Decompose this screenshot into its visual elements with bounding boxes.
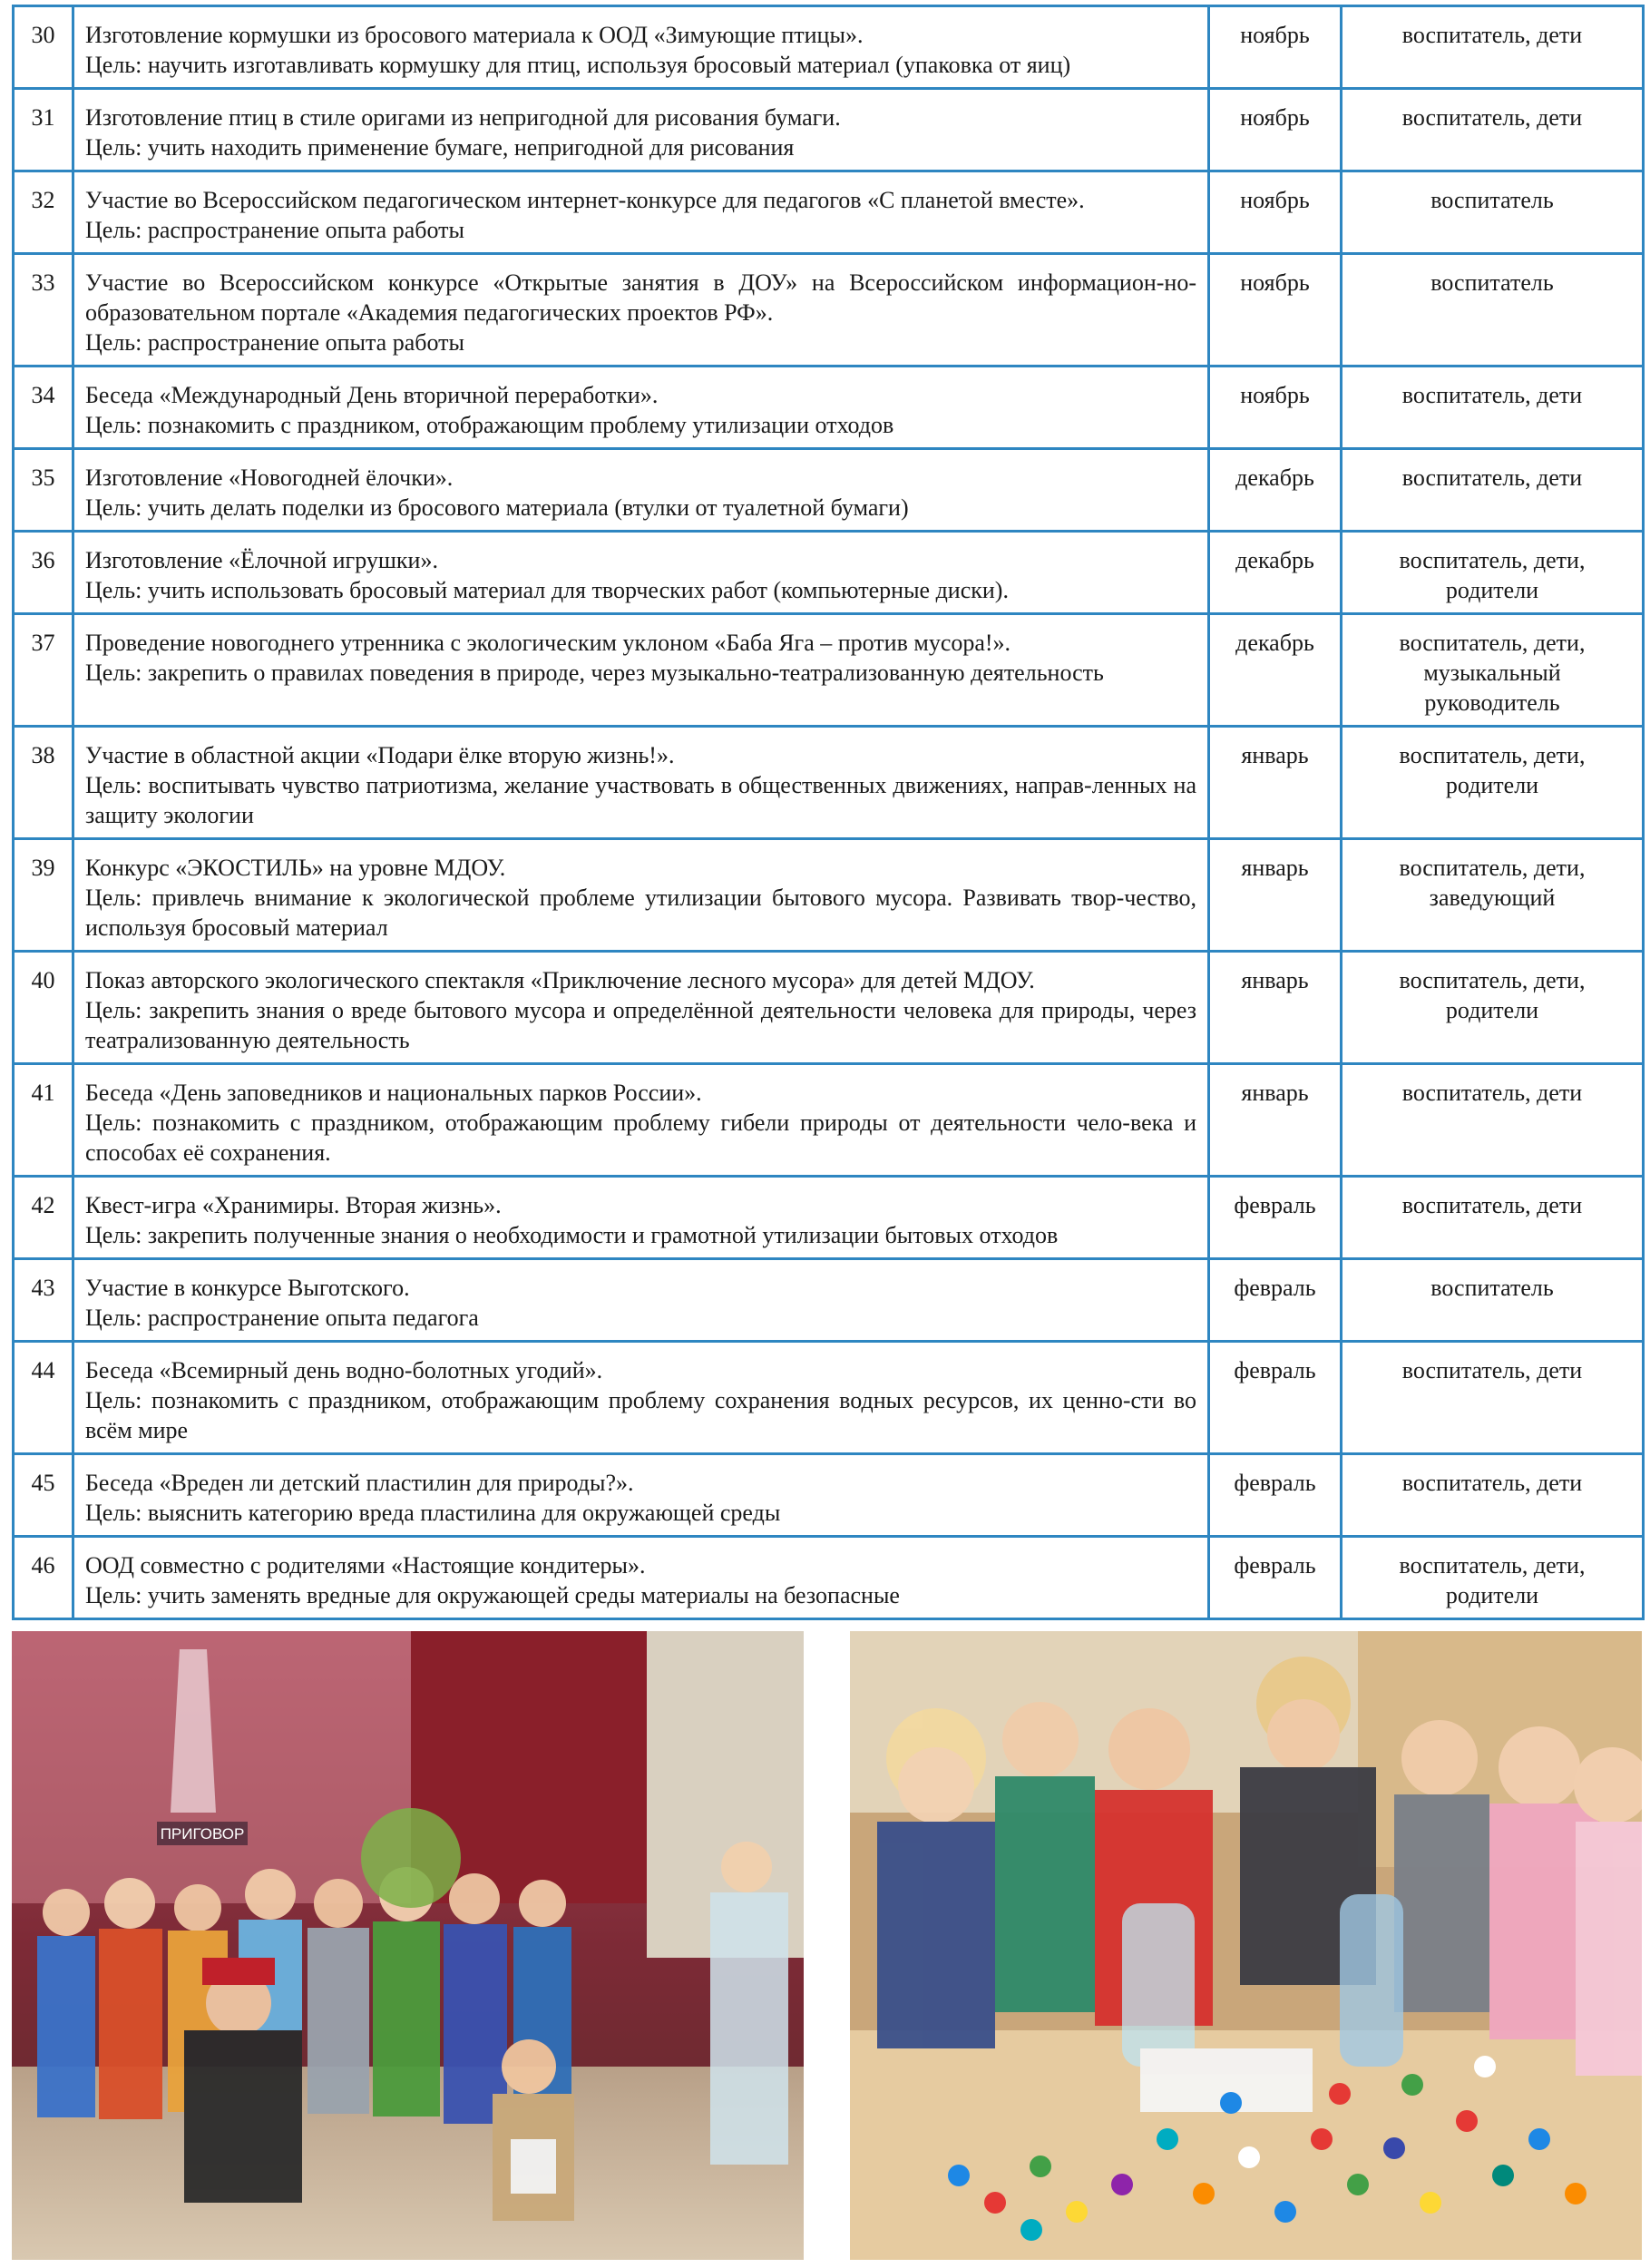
activity-goal: Цель: познакомить с праздником, отображающим проблему гибели природы от деятельности чело-века и способах её сохранения.: [85, 1110, 1196, 1166]
table-row: [14, 367, 1644, 449]
activity-participants: воспитатель, дети: [1342, 6, 1644, 89]
activity-title: Беседа «Всемирный день водно-болотных угодий».: [85, 1357, 603, 1383]
row-number: 32: [14, 171, 73, 254]
table-row: [14, 1342, 1644, 1454]
activity-participants: воспитатель, дети, родители: [1342, 952, 1644, 1064]
activity-participants: воспитатель: [1342, 171, 1644, 254]
activity-description: [73, 171, 1209, 254]
table-row: [14, 839, 1644, 952]
activity-goal: Цель: закрепить о правилах поведения в природе, через музыкально-театрализованную деятельность: [85, 660, 1104, 686]
activity-title: Беседа «Вреден ли детский пластилин для природы?».: [85, 1470, 634, 1496]
activity-title: Участие в областной акции «Подари ёлке вторую жизнь!».: [85, 742, 675, 768]
activity-title: Участие в конкурсе Выготского.: [85, 1275, 410, 1301]
activity-goal: Цель: закрепить знания о вреде бытового мусора и определённой деятельности человека для природы, через театрализованную деятельность: [85, 997, 1196, 1053]
activity-title: Конкурс «ЭКОСТИЛЬ» на уровне МДОУ.: [85, 855, 506, 881]
activity-goal: Цель: научить изготавливать кормушку для птиц, используя бросовый материал (упаковка от яиц): [85, 52, 1071, 78]
activity-participants: воспитатель, дети, родители: [1342, 727, 1644, 839]
row-number: 40: [14, 952, 73, 1064]
row-number: 46: [14, 1537, 73, 1619]
activity-title: Квест-игра «Хранимиры. Вторая жизнь».: [85, 1192, 502, 1218]
row-number: 30: [14, 6, 73, 89]
table-row: [14, 727, 1644, 839]
activity-goal: Цель: учить делать поделки из бросового материала (втулки от туалетной бумаги): [85, 494, 909, 521]
photo-children-eco-costumes: [12, 1631, 804, 2260]
activity-description: [73, 89, 1209, 171]
row-number: 41: [14, 1064, 73, 1177]
activity-description: [73, 6, 1209, 89]
table-row: [14, 614, 1644, 727]
activity-goal: Цель: воспитывать чувство патриотизма, желание участвовать в общественных движениях, направ-ленных на защиту экологии: [85, 772, 1196, 828]
activity-month: январь: [1209, 1064, 1342, 1177]
activity-month: январь: [1209, 727, 1342, 839]
activity-description: [73, 952, 1209, 1064]
activity-title: Изготовление кормушки из бросового материала к ООД «Зимующие птицы».: [85, 22, 864, 48]
row-number: 37: [14, 614, 73, 727]
activity-month: январь: [1209, 952, 1342, 1064]
activity-month: февраль: [1209, 1454, 1342, 1537]
activity-title: Изготовление птиц в стиле оригами из непригодной для рисования бумаги.: [85, 104, 841, 131]
row-number: 44: [14, 1342, 73, 1454]
row-number: 43: [14, 1259, 73, 1342]
activity-participants: воспитатель, дети: [1342, 89, 1644, 171]
activity-goal: Цель: закрепить полученные знания о необходимости и грамотной утилизации бытовых отходов: [85, 1222, 1059, 1248]
activity-description: [73, 1342, 1209, 1454]
activity-participants: воспитатель, дети, родители: [1342, 1537, 1644, 1619]
activity-participants: воспитатель, дети, родители: [1342, 532, 1644, 614]
activity-goal: Цель: привлечь внимание к экологической проблеме утилизации бытового мусора. Развивать твор-чество, используя бросовый материал: [85, 885, 1196, 941]
row-number: 45: [14, 1454, 73, 1537]
activity-description: [73, 727, 1209, 839]
activity-description: [73, 1537, 1209, 1619]
activity-plan-table: [12, 5, 1645, 1620]
activity-title: ООД совместно с родителями «Настоящие кондитеры».: [85, 1552, 646, 1579]
activity-title: Изготовление «Ёлочной игрушки».: [85, 547, 438, 573]
activity-month: ноябрь: [1209, 367, 1342, 449]
activity-participants: воспитатель: [1342, 254, 1644, 367]
activity-month: февраль: [1209, 1177, 1342, 1259]
activity-goal: Цель: учить находить применение бумаге, непригодной для рисования: [85, 134, 795, 161]
activity-month: февраль: [1209, 1537, 1342, 1619]
activity-goal: Цель: познакомить с праздником, отображающим проблему утилизации отходов: [85, 412, 894, 438]
activity-description: [73, 1454, 1209, 1537]
activity-month: ноябрь: [1209, 89, 1342, 171]
table-row: [14, 1454, 1644, 1537]
activity-participants: воспитатель, дети: [1342, 449, 1644, 532]
activity-goal: Цель: выяснить категорию вреда пластилина для окружающей среды: [85, 1500, 781, 1526]
activity-participants: воспитатель, дети, музыкальный руководитель: [1342, 614, 1644, 727]
emblem-sign-text: ПРИГОВОР: [160, 1825, 245, 1843]
row-number: 38: [14, 727, 73, 839]
activity-description: [73, 532, 1209, 614]
activity-participants: воспитатель, дети: [1342, 367, 1644, 449]
activity-title: Изготовление «Новогодней ёлочки».: [85, 464, 454, 491]
table-row: [14, 6, 1644, 89]
activity-plan-body: [14, 6, 1644, 1619]
activity-description: [73, 1177, 1209, 1259]
activity-month: февраль: [1209, 1342, 1342, 1454]
table-row: [14, 89, 1644, 171]
table-row: [14, 1537, 1644, 1619]
table-row: [14, 449, 1644, 532]
activity-title: Показ авторского экологического спектакля «Приключение лесного мусора» для детей МДОУ.: [85, 967, 1035, 993]
table-row: [14, 952, 1644, 1064]
activity-description: [73, 1259, 1209, 1342]
activity-goal: Цель: познакомить с праздником, отображающим проблему сохранения водных ресурсов, их ценно-сти во всём мире: [85, 1387, 1196, 1443]
activity-month: декабрь: [1209, 614, 1342, 727]
activity-goal: Цель: распространение опыта работы: [85, 217, 464, 243]
activity-description: [73, 839, 1209, 952]
table-row: [14, 171, 1644, 254]
row-number: 36: [14, 532, 73, 614]
activity-goal: Цель: распространение опыта работы: [85, 329, 464, 356]
activity-month: ноябрь: [1209, 6, 1342, 89]
row-number: 34: [14, 367, 73, 449]
activity-participants: воспитатель, дети: [1342, 1064, 1644, 1177]
activity-description: [73, 614, 1209, 727]
activity-participants: воспитатель: [1342, 1259, 1644, 1342]
activity-title: Проведение новогоднего утренника с экологическим уклоном «Баба Яга – против мусора!».: [85, 630, 1011, 656]
activity-goal: Цель: учить использовать бросовый материал для творческих работ (компьютерные диски).: [85, 577, 1009, 603]
row-number: 42: [14, 1177, 73, 1259]
row-number: 35: [14, 449, 73, 532]
activity-participants: воспитатель, дети: [1342, 1342, 1644, 1454]
activity-description: [73, 254, 1209, 367]
activity-title: Участие во Всероссийском педагогическом интернет-конкурсе для педагогов «С планетой вместе».: [85, 187, 1085, 213]
activity-participants: воспитатель, дети, заведующий: [1342, 839, 1644, 952]
activity-month: декабрь: [1209, 532, 1342, 614]
table-row: [14, 1064, 1644, 1177]
photo-bottle-caps-activity-image: [850, 1631, 1642, 2260]
activity-goal: Цель: распространение опыта педагога: [85, 1305, 479, 1331]
row-number: 31: [14, 89, 73, 171]
activity-goal: Цель: учить заменять вредные для окружающей среды материалы на безопасные: [85, 1582, 900, 1608]
activity-month: ноябрь: [1209, 254, 1342, 367]
activity-month: январь: [1209, 839, 1342, 952]
photo-eco-costume-show-image: [12, 1631, 804, 2260]
row-number: 33: [14, 254, 73, 367]
table-row: [14, 532, 1644, 614]
photo-children-sorting-caps: [850, 1631, 1642, 2260]
activity-participants: воспитатель, дети: [1342, 1177, 1644, 1259]
row-number: 39: [14, 839, 73, 952]
activity-month: февраль: [1209, 1259, 1342, 1342]
activity-month: декабрь: [1209, 449, 1342, 532]
activity-description: [73, 1064, 1209, 1177]
activity-participants: воспитатель, дети: [1342, 1454, 1644, 1537]
activity-title: Участие во Всероссийском конкурсе «Открытые занятия в ДОУ» на Всероссийском информацион-но-образовательном портале «Академия педагогических проектов РФ».: [85, 269, 1196, 326]
table-row: [14, 254, 1644, 367]
activity-description: [73, 367, 1209, 449]
activity-title: Беседа «День заповедников и национальных парков России».: [85, 1080, 702, 1106]
activity-description: [73, 449, 1209, 532]
table-row: [14, 1259, 1644, 1342]
table-row: [14, 1177, 1644, 1259]
activity-title: Беседа «Международный День вторичной переработки».: [85, 382, 659, 408]
activity-month: ноябрь: [1209, 171, 1342, 254]
